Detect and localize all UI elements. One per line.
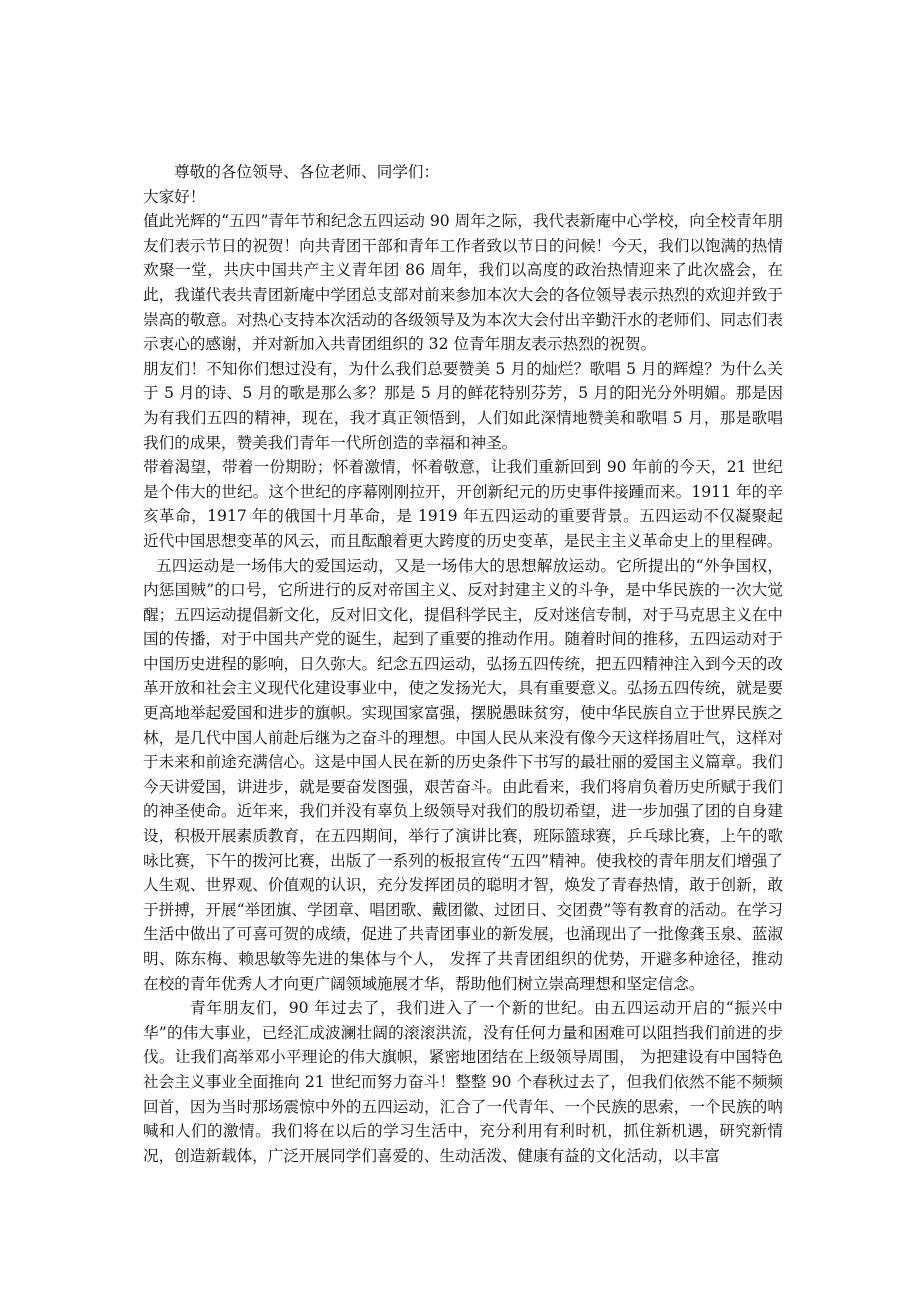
paragraph-may: 朋友们！不知你们想过没有，为什么我们总要赞美 5 月的灿烂？歌唱 5 月的辉煌？为什么关于 5 月的诗、5 月的歌是那么多？那是 5 月的鲜花特别芬芳，5 月的阳光分外明媚。那是因为有我们五四的精神，现在，我才真正领悟到，人们如此深情地赞美和歌唱 5 月，那是歌唱我们的成果，赞美我们青年一代所创造的幸福和神圣。 bbox=[143, 359, 783, 452]
paragraph-opening: 值此光辉的“五四”青年节和纪念五四运动 90 周年之际，我代表新庵中心学校，向全校青年朋友们表示节日的祝贺！向共青团干部和青年工作者致以节日的问候！今天，我们以饱满的热情欢聚一堂，共庆中国共产主义青年团 86 周年，我们以高度的政治热情迎来了此次盛会，在此，我谨代表共青团新庵中学团总支部对前来参加本次大会的各位领导表示热烈的欢迎并致于崇高的敬意。对热心支持本次活动的各级领导及为本次大会付出辛勤汗水的老师们、同志们表示衷心的感谢，并对新加入共青团组织的 32 位青年朋友表示热烈的祝贺。 bbox=[143, 212, 783, 354]
salutation: 尊敬的各位领导、各位老师、同学们： bbox=[174, 163, 440, 181]
speech-text bbox=[143, 160, 783, 1168]
paragraph-may-fourth-movement: 五四运动是一场伟大的爱国运动，又是一场伟大的思想解放运动。它所提出的“外争国权，内惩国贼”的口号，它所进行的反对帝国主义、反对封建主义的斗争，是中华民族的一次大觉醒；五四运动提倡新文化，反对旧文化，提倡科学民主，反对迷信专制，对于马克思主义在中国的传播，对于中国共产党的诞生，起到了重要的推动作用。随着时间的推移，五四运动对于中国历史进程的影响，日久弥大。纪念五四运动，弘扬五四传统，把五四精神注入到今天的改革开放和社会主义现代化建设事业中，使之发扬光大，具有重要意义。弘扬五四传统，就是要更高地举起爱国和进步的旗帜。实现国家富强，摆脱愚昧贫穷，使中华民族自立于世界民族之林，是几代中国人前赴后继为之奋斗的理想。中国人民从来没有像今天这样扬眉吐气，这样对于未来和前途充满信心。这是中国人民在新的历史条件下书写的最壮丽的爱国主义篇章。我们今天讲爱国，讲进步，就是要奋发图强，艰苦奋斗。由此看来，我们将肩负着历史所赋于我们的神圣使命。近年来，我们并没有辜负上级领导对我们的殷切希望，进一步加强了团的自身建设，积极开展素质教育，在五四期间，举行了演讲比赛，班际篮球赛，乒乓球比赛，上午的歌咏比赛，下午的拨河比赛，出版了一系列的板报宣传“五四”精神。使我校的青年朋友们增强了人生观、世界观、价值观的认识，充分发挥团员的聪明才智，焕发了青春热情，敢于创新，敢于拼搏，开展“举团旗、学团章、唱团歌、戴团徽、过团日、交团费”等有教育的活动。在学习生活中做出了可喜可贺的成绩，促进了共青团事业的新发展，也涌现出了一批像龚玉泉、蓝淑明、陈东梅、赖思敏等先进的集体与个人， 发挥了共青团组织的优势，开避多种途径，推动在校的青年优秀人才向更广阔领域施展才华，帮助他们树立崇高理想和坚定信念。 bbox=[143, 556, 783, 993]
paragraph-history: 带着渴望，带着一份期盼；怀着激情，怀着敬意，让我们重新回到 90 年前的今天，21 世纪是个伟大的世纪。这个世纪的序幕刚刚拉开，开创新纪元的历史事件接踵而来。1911 年的辛亥革命，1917 年的俄国十月革命，是 1919 年五四运动的重要背景。五四运动不仅凝聚起近代中国思想变革的风云，而且酝酿着更大跨度的历史变革，是民主主义革命史上的里程碑。 bbox=[143, 458, 783, 550]
paragraph-youth-friends: 青年朋友们，90 年过去了，我们进入了一个新的世纪。由五四运动开启的“振兴中华”的伟大事业，已经汇成波澜壮阔的滚滚洪流，没有任何力量和困难可以阻挡我们前进的步伐。让我们高举邓小平理论的伟大旗帜，紧密地团结在上级领导周围， 为把建设有中国特色社会主义事业全面推向 21 世纪而努力奋斗！整整 90 个春秋过去了，但我们依然不能不频频回首，因为当时那场震惊中外的五四运动，汇合了一代青年、一个民族的思索，一个民族的呐喊和人们的激情。我们将在以后的学习生活中，充分利用有利时机，抓住新机遇，研究新情况，创造新载体，广泛开展同学们喜爱的、生动活泼、健康有益的文化活动，以丰富 bbox=[143, 999, 783, 1165]
greeting: 大家好！ bbox=[143, 187, 206, 206]
